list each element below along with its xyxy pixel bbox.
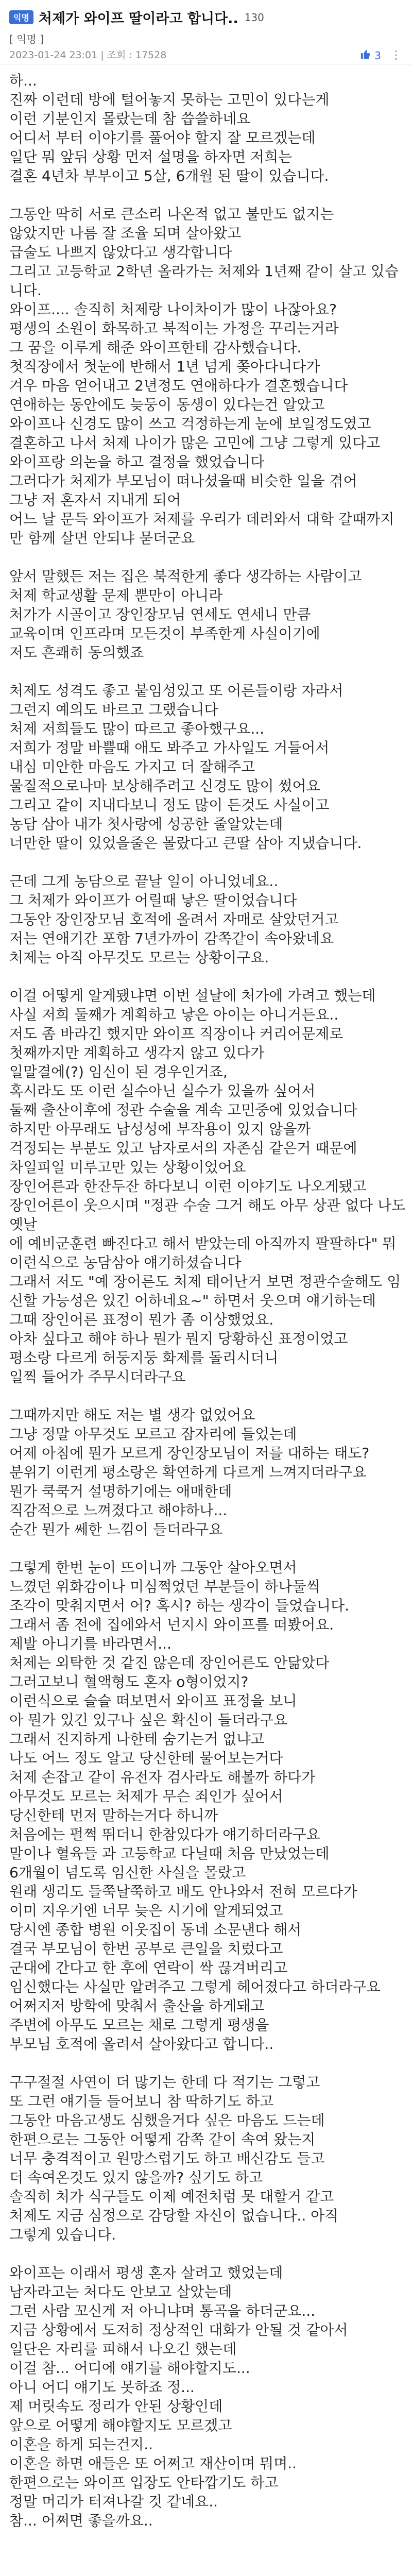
more-options-icon[interactable]: ⋮	[390, 49, 403, 62]
category-badge[interactable]: 익명	[9, 10, 33, 24]
body-paragraph: 이걸 어떻게 알게됐냐면 이번 설날에 처가에 가려고 했는데 사실 저희 둘째가 계획하고 낳은 아이는 아니거든요.. 저도 좀 바라긴 했지만 와이프 직장이나 커리어문제로 첫째까지만 계획하고 생각지 않고 있다가 일말결에(?) 임신이 된 경우인거죠, 혹시라도 또 이런 실수아닌 실수가 있을까 싶어서 둘째 출산이후에 정관 수술을 계속 고민중에 있었습니다 하지만 아무래도 남성성에 부작용이 있지 않을까 걱정되는 부분도 있고 남자로서의 자존심 같은거 때문에 차일피일 미루고만 있는 상황이었어요 장인어른과 한잔두잔 하다보니 이런 이야기도 나오게됐고 장인어른이 웃으시며 "정관 수술 그거 해도 아무 상관 없다 나도 옛날 에 예비군훈련 빠진다고 해서 받았는데 아직까지 팔팔하다" 뭐 이런식으로 농담삼아 얘기하셨습니다 그래서 저도 "예 장어른도 처제 태어난거 보면 정관수술해도 임신할 가능성은 있긴 어하네요~" 하면서 웃으며 얘기하는데 그때 장인어른 표정이 뭔가 좀 이상했었요. 아차 싶다고 해야 하나 뭔가 뭔지 당황하신 표정이었고 평소랑 다르게 허둥지둥 화제를 돌리시더니 일찍 들어가 주무시더라구요	[9, 987, 406, 1385]
body-paragraph: 근데 그게 농담으로 끝날 일이 아니었네요.. 그 처제가 와이프가 어릴때 낳은 딸이었습니다 그동안 장인장모님 호적에 올려서 자매로 살았던거고 저는 연애기간 포함 7년가까이 감쪽같이 속아왔네요 처제는 아직 아무것도 모르는 상황이구요.	[9, 873, 339, 966]
thumbs-up-icon	[360, 48, 371, 62]
post-meta: 2023-01-24 23:01 | 조회 : 17528	[9, 49, 167, 61]
body-paragraph: 그렇게 한번 눈이 뜨이니까 그동안 살아오면서 느꼈던 위화감이나 미심쩍었던 부분들이 하나둘씩 조각이 맞춰지면서 어? 혹시? 하는 생각이 들었습니다. 그래서 좀 전에 집에와서 넌지시 와이프를 떠봤어요. 제발 아니기를 바라면서... 처제는 외탁한 것 같진 않은데 장인어른도 안닮았다 그러고보니 혈액형도 혼자 o형이었지? 이런식으로 슬슬 떠보면서 와이프 표정을 보니 아 뭔가 있긴 있구나 싶은 확신이 들더라구요 그래서 진지하게 나한테 숨기는거 없냐고 나도 어느 정도 알고 당신한테 물어보는거다 처제 손잡고 같이 유전자 검사라도 해볼까 하다가 아무것도 모르는 처제가 무슨 죄인가 싶어서 당신한테 먼저 말하는거다 하니까 처음에는 펄쩍 뛰더니 한참있다가 얘기하더라구요 말이나 혈육들 과 고등학교 다닐때 처음 만났었는데 6개월이 넘도록 임신한 사실을 몰랐고 원래 생리도 들쭉날쭉하고 배도 안나와서 전혀 모르다가 이미 지우기엔 너무 늦은 시기에 알게되었고 당시엔 종합 병원 이웃집이 동네 소문낸다 해서 결국 부모님이 한번 공부로 큰일을 치렀다고 군대에 간다고 한 후에 연락이 싹 끊겨버리고 임신했다는 사실만 알려주고 그렇게 헤어졌다고 하더라구요 어쩌지저 방학에 맞춰서 출산을 하게돼고 주변에 아무도 모르는 채로 그렇게 평생을 부모님 호적에 올려서 살아왔다고 합니다..	[9, 1559, 381, 2053]
body-paragraph: 처제도 성격도 좋고 붙임성있고 또 어른들이랑 자라서 그런지 예의도 바르고 그랬습니다 처제 저희들도 많이 따르고 좋아했구요... 저희가 정말 바쁠때 애도 봐주고 가사일도 거들어서 내심 미안한 마음도 가지고 더 잘해주고 물질적으로나마 보상해주려고 신경도 많이 썼어요 그리고 같이 지내다보니 정도 많이 든것도 사실이고 농담 삼아 내가 첫사랑에 성공한 줄알았는데 너만한 딸이 있었을줄은 몰랐다고 큰딸 삼아 지냈습니다.	[9, 682, 362, 852]
body-paragraph: 그동안 딱히 서로 큰소리 나온적 없고 불만도 없지는 않았지만 나름 잘 조율 되며 살아왔고 급술도 나쁘지 않았다고 생각합니다 그리고 고등학교 2학년 올라가는 처제와 1년째 같이 살고 있습니다. 와이프.... 솔직히 처제랑 나이차이가 많이 나잖아요? 평생의 소원이 화목하고 북적이는 가정을 꾸리는거라 그 꿈을 이루게 해준 와이프한테 감사했습니다. 첫직장에서 첫눈에 반해서 1년 넘게 쫒아다니다가 겨우 마음 얻어내고 2년정도 연애하다가 결혼했습니다 연애하는 동안에도 늦둥이 동생이 있다는건 알았고 와이프나 신경도 많이 쓰고 걱정하는게 눈에 보일정도였고 결혼하고 나서 처제 나이가 많은 고민에 그냥 그렇게 있다고 와이프랑 의논을 하고 결정을 했었습니다 그러다가 처제가 부모님이 떠나셨을때 비슷한 일을 겪어 그냥 저 혼자서 지내게 되어 어느 날 문득 와이프가 처제를 우리가 데려와서 대학 갈때까지만 함께 살면 안되냐 묻더군요	[9, 206, 399, 547]
comment-count[interactable]: 130	[244, 11, 264, 24]
body-paragraph: 하... 진짜 이런데 방에 털어놓지 못하는 고민이 있다는게 이런 기분인지 몰랐는데 참 씁쓸하네요 어디서 부터 이야기를 풀어야 할지 잘 모르겠는데 일단 뭐 앞뒤 상황 먼저 설명을 하자면 저희는 결혼 4년차 부부이고 5살, 6개월 된 딸이 있습니다.	[9, 72, 330, 184]
post-title: 처제가 와이프 딸이라고 합니다..	[38, 11, 238, 27]
body-paragraph: 구구절절 사연이 더 많기는 한데 다 적기는 그렇고 또 그런 얘기들 들어보니 참 딱하기도 하고 그동안 마음고생도 심했을거다 싶은 마음도 드는데 한편으로는 그동안 어떻게 감쪽 같이 속여 왔는지 너무 충격적이고 원망스럽기도 하고 배신감도 들고 더 속여온것도 있지 않을까? 싶기도 하고 솔직히 처가 식구들도 이제 예전처럼 못 대할거 같고 처제도 지금 심정으로 감당할 자신이 없습니다.. 아직 그렇게 있습니다.	[9, 2074, 339, 2243]
body-paragraph: 그때까지만 해도 저는 별 생각 없었어요 그냥 정말 아무것도 모르고 잠자리에 들었는데 어제 아침에 뭔가 모르게 장인장모님이 저를 대하는 태도? 분위기 이런게 평소랑은 확연하게 다르게 느껴지더라구요 뭔가 쿡쿡거 설명하기에는 애매한데 직감적으로 느껴졌다고 해야하나... 순간 뭔가 쎄한 느낌이 들더라구요	[9, 1406, 370, 1538]
title-row	[9, 7, 264, 27]
post-header	[0, 0, 412, 62]
post-body	[9, 71, 406, 2549]
author-name: [ 익명 ]	[9, 33, 44, 45]
like-count: 3	[374, 49, 381, 62]
like-button[interactable]	[360, 48, 381, 62]
body-paragraph: 와이프는 이래서 평생 혼자 살려고 했었는데 남자라고는 처다도 안보고 살았는데 그런 사람 꼬신게 저 아니냐며 통곡을 하더군요... 지금 상황에서 도저히 정상적인 대화가 안될 것 같아서 일단은 자리를 피해서 나오긴 했는데 이걸 참... 어디에 얘기를 해야할지도... 아니 어디 얘기도 못하죠 정... 제 머릿속도 정리가 안된 상황인데 앞으로 어떻게 해야할지도 모르겠고 이혼을 하게 되는건지.. 이혼을 하면 애들은 또 어쩌고 재산이며 뭐며.. 한편으로는 와이프 입장도 안타깝기도 하고 정말 머리가 터져나갈 것 같네요.. 참... 어쩌면 좋을까요..	[9, 2264, 348, 2529]
post-actions	[360, 48, 403, 62]
body-paragraph: 앞서 말했든 저는 집은 북적한게 좋다 생각하는 사람이고 처제 학교생활 문제 뿐만이 아니라 처가가 시골이고 장인장모님 연세도 연세니 만큼 교육이며 인프라며 모든것이 부족한게 사실이기에 저도 흔쾌히 동의했죠	[9, 568, 362, 661]
